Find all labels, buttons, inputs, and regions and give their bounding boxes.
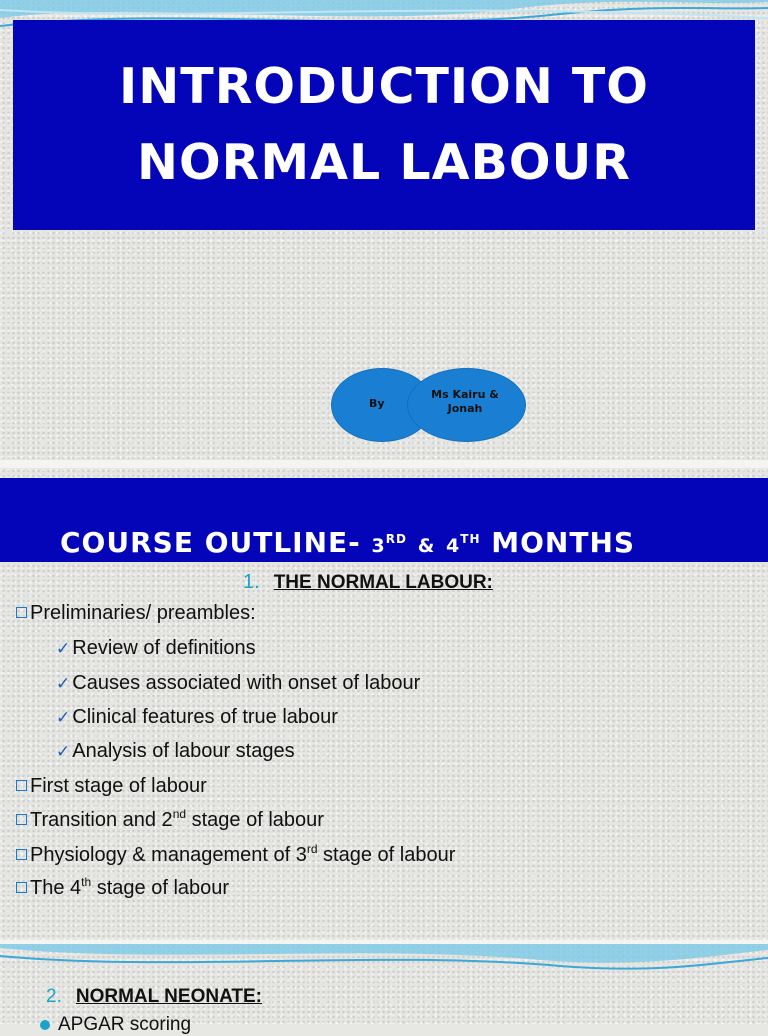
checkmark-icon: ✓	[56, 742, 71, 761]
list-item	[16, 844, 455, 867]
ordinal-sup: th	[81, 875, 92, 889]
list-item-text: stage of labour	[186, 809, 324, 831]
list-item-text: Transition and 2	[30, 809, 173, 831]
title-line-2: NORMAL LABOUR	[136, 134, 632, 191]
wave-decoration	[0, 944, 768, 978]
slide-divider	[0, 460, 768, 468]
list-item	[56, 706, 338, 729]
list-item-text: First stage of labour	[30, 775, 207, 797]
author-badge	[331, 368, 526, 440]
heading-rd-sup: RD	[385, 532, 407, 546]
title-slide	[0, 0, 768, 460]
list-item-text: Clinical features of true labour	[72, 706, 338, 728]
square-bullet-icon	[16, 607, 27, 618]
section-title: THE NORMAL LABOUR:	[273, 572, 493, 593]
outline-banner	[0, 478, 768, 562]
heading-th-number: 4	[446, 535, 461, 557]
list-item-text: Causes associated with onset of labour	[72, 672, 421, 694]
section-title: NORMAL NEONATE:	[75, 986, 262, 1007]
section-number: 1.	[243, 571, 260, 593]
square-bullet-icon	[16, 814, 27, 825]
list-item	[56, 672, 420, 695]
list-item-text: Review of definitions	[72, 637, 256, 659]
list-item-text: APGAR scoring	[58, 1014, 192, 1035]
neonate-slide	[0, 944, 768, 1035]
checkmark-icon: ✓	[56, 639, 71, 658]
checkmark-icon: ✓	[56, 674, 71, 693]
section-heading-1	[243, 571, 493, 594]
checkmark-icon: ✓	[56, 708, 71, 727]
ordinal-sup: rd	[306, 842, 318, 856]
heading-th-sup: TH	[460, 532, 481, 546]
heading-amp: &	[417, 535, 436, 557]
heading-rd-number: 3	[371, 535, 386, 557]
section-heading-2	[46, 986, 262, 1008]
list-item-text: stage of labour	[91, 877, 230, 899]
authors-line-1: Ms Kairu &	[431, 388, 499, 401]
square-bullet-icon	[16, 780, 27, 791]
list-item	[16, 775, 207, 798]
list-item-text: Physiology & management of 3	[30, 844, 307, 866]
list-item	[40, 1014, 191, 1036]
authors	[423, 388, 507, 416]
title-line-1: INTRODUCTION TO	[119, 58, 649, 115]
list-item-text: Preliminaries/ preambles:	[30, 602, 256, 624]
list-item-text: Analysis of labour stages	[72, 740, 295, 762]
heading-end: MONTHS	[491, 526, 636, 559]
heading-main: COURSE OUTLINE-	[60, 526, 361, 559]
title-banner	[13, 20, 755, 230]
list-item	[16, 602, 256, 625]
authors-line-2: Jonah	[447, 402, 483, 415]
by-label: By	[369, 397, 385, 410]
course-outline-slide	[0, 468, 768, 940]
list-item	[56, 637, 256, 660]
square-bullet-icon	[16, 882, 27, 893]
list-item	[16, 809, 324, 832]
list-item-text: The 4	[30, 877, 82, 899]
list-item	[56, 740, 295, 763]
square-bullet-icon	[16, 849, 27, 860]
list-item-text: stage of labour	[317, 844, 456, 866]
ordinal-sup: nd	[172, 807, 187, 821]
list-item	[16, 877, 229, 900]
circle-bullet-icon	[40, 1020, 50, 1030]
outline-heading	[60, 526, 635, 559]
section-number: 2.	[46, 986, 62, 1007]
